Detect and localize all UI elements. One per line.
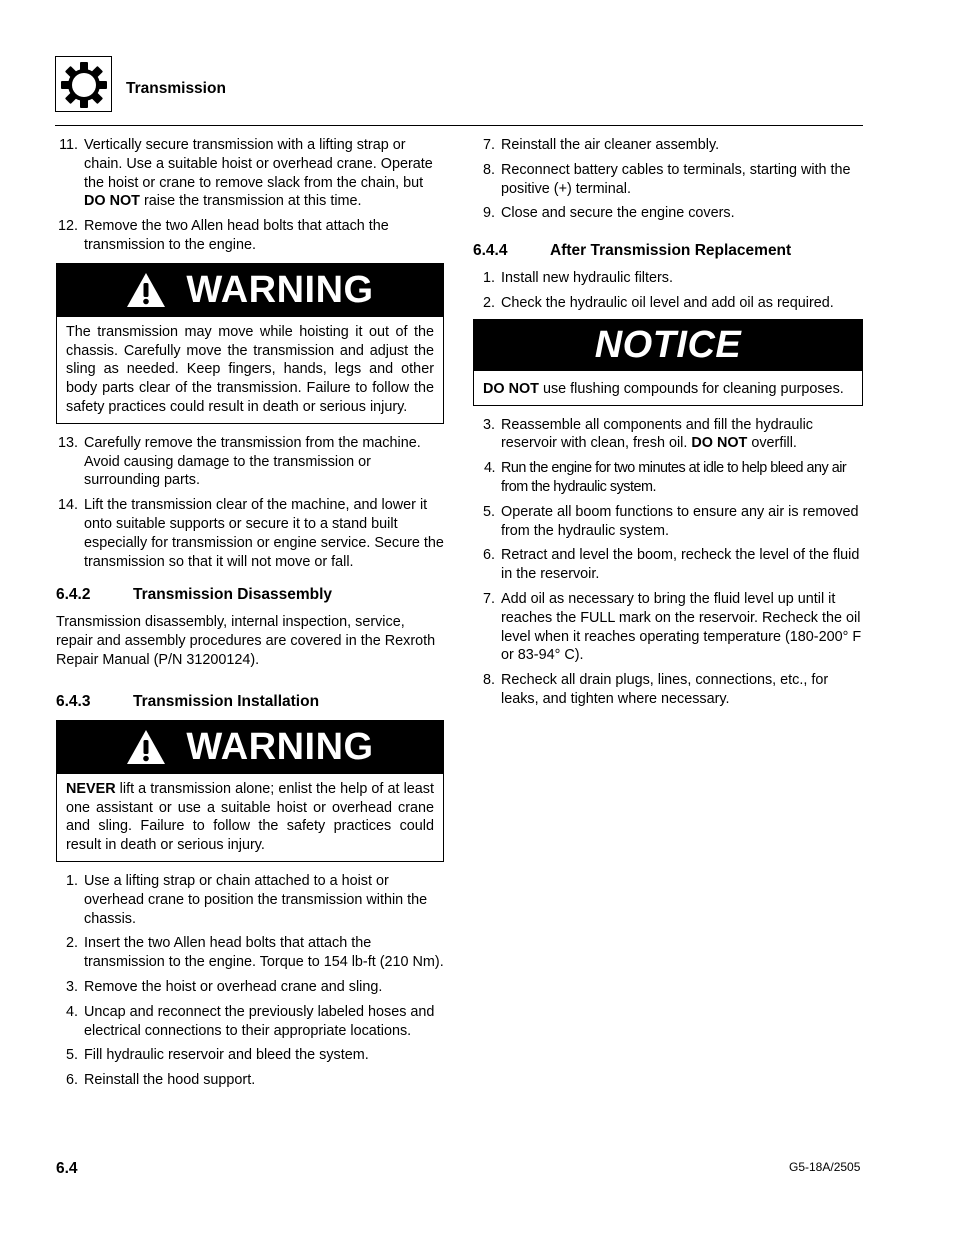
step-number: 1. [65,872,78,889]
procedure-step [56,1071,444,1090]
step-number: 11. [59,137,78,153]
step-text: Use a lifting strap or chain attached to a hoist or overhead crane to position the transmission within the chassis. [84,872,428,927]
step-number: 1. [482,270,495,287]
step-text: Install new hydraulic filters. [501,270,673,287]
section-title: Transmission Disassembly [133,586,333,604]
procedure-step [473,204,863,223]
step-text: Run the engine for two minutes at idle to help bleed any air from the hydraulic system. [501,460,847,495]
notice-label: NOTICE [594,323,742,366]
step-text: Remove the hoist or overhead crane and sling. [84,978,383,995]
notice-text: DO NOT use flushing compounds for cleaning purposes. [483,380,844,397]
step-text: Reconnect battery cables to terminals, starting with the positive (+) terminal. [501,161,851,197]
step-text: Reassemble all components and fill the hydraulic reservoir with clean, fresh oil. DO NOT overfill. [501,416,813,452]
warning-triangle-icon [126,272,166,308]
procedure-step [56,496,444,571]
step-number: 9. [482,205,495,222]
warning-banner [57,721,443,774]
procedure-step [56,934,444,972]
procedure-step [473,416,863,454]
procedure-step [56,136,444,211]
step-text: Insert the two Allen head bolts that attach the transmission to the engine. Torque to 154 lb-ft (210 Nm). [84,935,444,971]
warning-banner [57,264,443,317]
step-number: 2. [482,294,495,311]
section-heading-643 [56,692,444,712]
warning-triangle-icon [126,729,166,765]
step-number: 5. [482,503,495,520]
steps-after-replacement-cont [473,416,863,709]
procedure-step [56,978,444,997]
warning-box-lifting [56,720,444,862]
step-number: 5. [65,1047,78,1064]
procedure-step [473,136,863,155]
step-text: Vertically secure transmission with a lifting strap or chain. Use a suitable hoist or overhead crane. Operate the hoist or crane to remove slack from the chain, but DO NOT raise the transmission at this time. [84,137,433,210]
procedure-step [56,217,444,255]
step-number: 7. [482,137,495,153]
step-text: Check the hydraulic oil level and add oil as required. [501,294,834,311]
warning-label: WARNING [186,725,374,768]
section-heading-644 [473,241,863,261]
emphasis-text: DO NOT [691,435,748,452]
emphasis-text: NEVER [66,780,116,797]
procedure-step [56,434,444,490]
steps-installation [56,872,444,1090]
notice-box [473,319,863,406]
steps-removal-a [56,136,444,255]
page-number: 6.4 [56,1160,78,1177]
procedure-step [56,1046,444,1065]
warning-text: NEVER lift a transmission alone; enlist the help of at least one assistant or use a suitable hoist or overhead crane and sling. Failure to follow the safety practices could result in death or serious injury. [66,780,434,854]
step-text: Remove the two Allen head bolts that attach the transmission to the engine. [84,218,389,253]
procedure-step [473,546,863,584]
step-number: 7. [482,590,495,607]
warning-text: The transmission may move while hoisting it out of the chassis. Carefully move the transmission and adjust the sling as needed. Keep fingers, hands, legs and other body parts clear of the transmission. Failure to follow the safety practices could result in death or serious injury. [66,323,434,415]
step-text: Lift the transmission clear of the machine, and lower it onto suitable supports or secure it to a stand built especially for transmission or engine service. Secure the transmission so that it will not move or fall. [84,497,444,570]
step-number: 4. [65,1003,78,1020]
disassembly-paragraph: Transmission disassembly, internal inspection, service, repair and assembly procedures are covered in the Rexroth Repair Manual (P/N 31200124). [56,614,436,668]
step-number: 4. [483,460,495,477]
steps-after-replacement [473,269,863,313]
procedure-step [473,294,863,313]
step-text: Recheck all drain plugs, lines, connections, etc., for leaks, and tighten where necessary. [501,672,829,707]
procedure-step [473,590,863,665]
header-rule [55,125,863,126]
step-number: 14. [57,497,78,514]
step-number: 13. [57,434,78,451]
procedure-step [473,269,863,288]
section-title: After Transmission Replacement [550,242,792,260]
step-text: Close and secure the engine covers. [501,205,735,222]
step-number: 2. [65,935,78,952]
page-header-title: Transmission [126,80,226,97]
left-column [56,136,444,1096]
step-text: Uncap and reconnect the previously labeled hoses and electrical connections to their appropriate locations. [84,1003,435,1039]
document-code: G5-18A/2505 [789,1160,861,1174]
step-number: 8. [482,672,495,689]
procedure-step [56,1003,444,1041]
section-number: 6.4.2 [56,586,91,604]
gear-icon [55,56,112,112]
step-number: 6. [65,1072,78,1089]
section-number: 6.4.4 [473,242,508,260]
step-text: Reinstall the air cleaner assembly. [501,137,720,153]
section-number: 6.4.3 [56,692,91,710]
step-text: Retract and level the boom, recheck the level of the fluid in the reservoir. [501,547,860,583]
step-text: Operate all boom functions to ensure any air is removed from the hydraulic system. [501,503,859,539]
procedure-step [473,671,863,709]
step-text: Fill hydraulic reservoir and bleed the system. [84,1047,369,1064]
steps-removal-b [56,434,444,572]
warning-box-hoisting [56,263,444,424]
step-number: 12. [57,218,78,235]
step-number: 3. [482,416,495,433]
step-number: 3. [65,978,78,995]
emphasis-text: DO NOT [84,193,140,210]
notice-banner [474,320,862,371]
procedure-step [473,459,863,497]
warning-label: WARNING [186,268,374,311]
step-text: Reinstall the hood support. [84,1072,256,1089]
procedure-step [56,872,444,928]
section-heading-642 [56,585,444,605]
steps-installation-cont [473,136,863,223]
step-text: Add oil as necessary to bring the fluid level up until it reaches the FULL mark on the reservoir. Recheck the oil level when it reaches operating temperature (180-200° F or 83-94° C). [501,590,862,664]
procedure-step [473,161,863,199]
step-number: 6. [482,547,495,564]
procedure-step [473,503,863,541]
right-column [473,136,863,715]
step-number: 8. [482,161,495,178]
emphasis-text: DO NOT [483,380,539,397]
section-title: Transmission Installation [133,692,320,710]
step-text: Carefully remove the transmission from the machine. Avoid causing damage to the transmission or surrounding parts. [84,434,421,489]
